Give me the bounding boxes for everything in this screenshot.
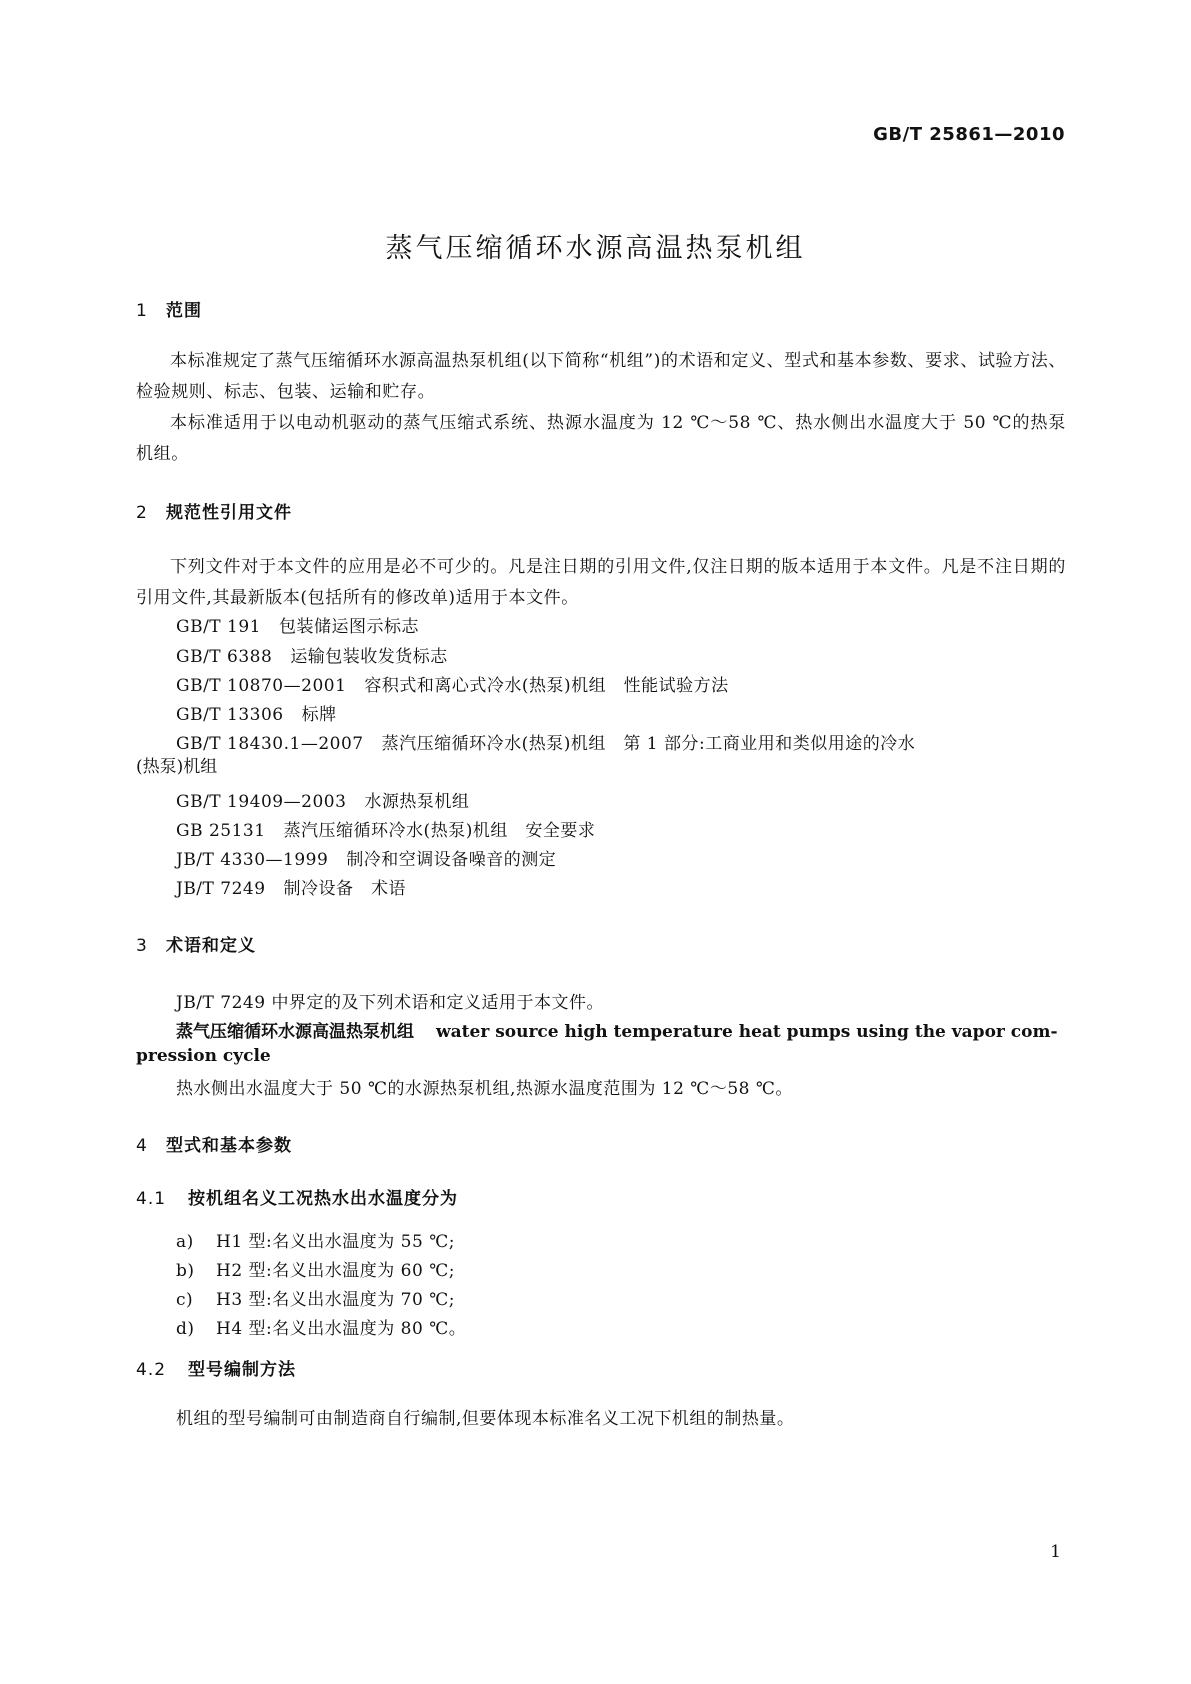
- list-item: b) H2 型:名义出水温度为 60 ℃;: [176, 1261, 455, 1281]
- standard-code: GB/T 25861—2010: [873, 124, 1065, 145]
- section-1-paragraph-2: 本标准适用于以电动机驱动的蒸气压缩式系统、热源水温度为 12 ℃～58 ℃、热水侧出水温度大于 50 ℃的热泵机组。: [136, 413, 1066, 464]
- list-item: c) H3 型:名义出水温度为 70 ℃;: [176, 1290, 455, 1310]
- section-number: 4: [136, 1136, 148, 1156]
- term-english: water source high temperature heat pumps using the vapor com-: [436, 1022, 1058, 1042]
- subsection-number: 4.1: [136, 1189, 167, 1209]
- subsection-4-1-heading: [136, 1184, 458, 1209]
- document-title: 蒸气压缩循环水源高温热泵机组: [385, 233, 806, 264]
- reference-item: GB/T 10870—2001 容积式和离心式冷水(热泵)机组 性能试验方法: [176, 676, 729, 696]
- reference-item: GB/T 6388 运输包装收发货标志: [176, 647, 448, 667]
- term-entry: [176, 1017, 1058, 1042]
- section-4-heading: [136, 1131, 292, 1156]
- section-number: 2: [136, 503, 148, 523]
- subsection-title: 按机组名义工况热水出水温度分为: [188, 1189, 458, 1209]
- subsection-4-2-paragraph: 机组的型号编制可由制造商自行编制,但要体现本标准名义工况下机组的制热量。: [176, 1409, 795, 1429]
- section-title: 范围: [166, 301, 202, 321]
- page-number: 1: [1050, 1542, 1061, 1562]
- section-3-heading: [136, 931, 256, 956]
- list-item: d) H4 型:名义出水温度为 80 ℃。: [176, 1319, 467, 1339]
- reference-item-continuation: (热泵)机组: [136, 757, 218, 777]
- subsection-title: 型号编制方法: [188, 1360, 296, 1380]
- section-1-paragraph-1: 本标准规定了蒸气压缩循环水源高温热泵机组(以下简称“机组”)的术语和定义、型式和基本参数、要求、试验方法、检验规则、标志、包装、运输和贮存。: [136, 351, 1066, 402]
- reference-item: GB/T 13306 标牌: [176, 705, 337, 725]
- reference-item: GB/T 18430.1—2007 蒸汽压缩循环冷水(热泵)机组 第 1 部分:工商业用和类似用途的冷水: [176, 734, 916, 754]
- section-1-heading: [136, 296, 202, 321]
- reference-item: GB 25131 蒸汽压缩循环冷水(热泵)机组 安全要求: [176, 821, 596, 841]
- section-2-heading: [136, 498, 292, 523]
- reference-item: GB/T 191 包装储运图示标志: [176, 617, 419, 637]
- section-title: 型式和基本参数: [166, 1136, 292, 1156]
- section-number: 3: [136, 936, 148, 956]
- term-english-continuation: pression cycle: [136, 1046, 271, 1066]
- section-number: 1: [136, 301, 148, 321]
- section-3-paragraph-1: JB/T 7249 中界定的及下列术语和定义适用于本文件。: [176, 993, 604, 1013]
- term-definition: 热水侧出水温度大于 50 ℃的水源热泵机组,热源水温度范围为 12 ℃～58 ℃。: [176, 1079, 793, 1099]
- term-chinese: 蒸气压缩循环水源高温热泵机组: [176, 1022, 414, 1042]
- section-title: 术语和定义: [166, 936, 256, 956]
- reference-item: GB/T 19409—2003 水源热泵机组: [176, 792, 470, 812]
- reference-item: JB/T 7249 制冷设备 术语: [176, 879, 407, 899]
- subsection-number: 4.2: [136, 1360, 167, 1380]
- subsection-4-2-heading: [136, 1355, 296, 1380]
- section-title: 规范性引用文件: [166, 503, 292, 523]
- section-2-paragraph-1: 下列文件对于本文件的应用是必不可少的。凡是注日期的引用文件,仅注日期的版本适用于本文件。凡是不注日期的引用文件,其最新版本(包括所有的修改单)适用于本文件。: [136, 557, 1066, 608]
- reference-item: JB/T 4330—1999 制冷和空调设备噪音的测定: [176, 850, 557, 870]
- list-item: a) H1 型:名义出水温度为 55 ℃;: [176, 1232, 455, 1252]
